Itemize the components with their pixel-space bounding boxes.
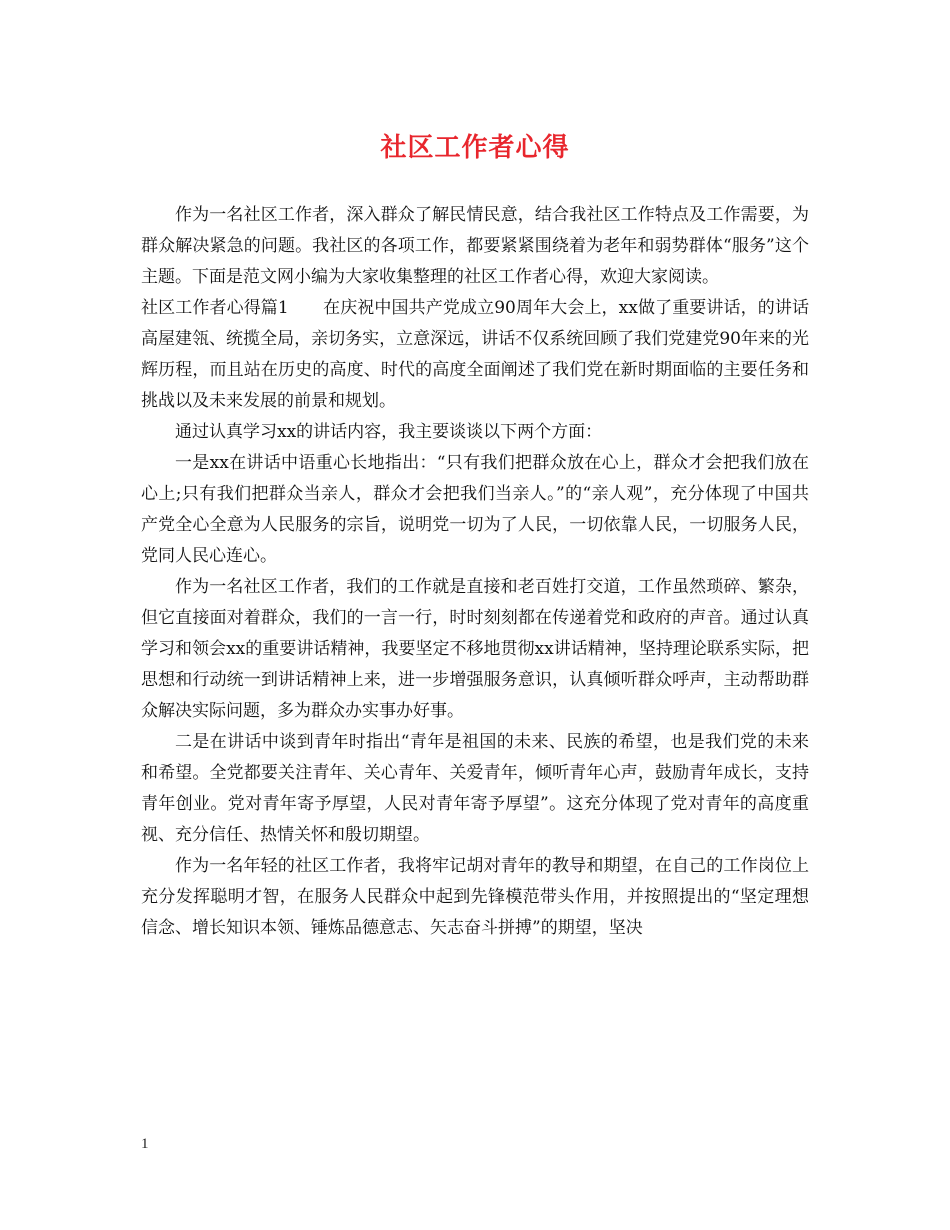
page-number: 1 — [141, 1136, 149, 1152]
paragraph-section-1: 社区工作者心得篇1 在庆祝中国共产党成立90周年大会上，xx做了重要讲话，的讲话高屋建瓴、统揽全局，亲切务实，立意深远，讲话不仅系统回顾了我们党建党90年来的光辉历程，而且站在历史的高度、时代的高度全面阐述了我们党在新时期面临的主要任务和挑战以及未来发展的前景和规划。 — [141, 298, 809, 411]
paragraph-worker: 作为一名社区工作者，我们的工作就是直接和老百姓打交道，工作虽然琐碎、繁杂，但它直接面对着群众，我们的一言一行，时时刻刻都在传递着党和政府的声音。通过认真学习和领会xx的重要讲话精神，我要坚定不移地贯彻xx讲话精神，坚持理论联系实际，把思想和行动统一到讲话精神上来，进一步增强服务意识，认真倾听群众呼声，主动帮助群众解决实际问题，多为群众办实事办好事。 — [141, 577, 809, 721]
document-title: 社区工作者心得 — [380, 133, 570, 163]
document-body — [141, 200, 809, 944]
paragraph-study: 通过认真学习xx的讲话内容，我主要谈谈以下两个方面： — [175, 422, 603, 442]
paragraph-point-one: 一是xx在讲话中语重心长地指出：“只有我们把群众放在心上，群众才会把我们放在心上;只有我们把群众当亲人，群众才会把我们当亲人。”的“亲人观”，充分体现了中国共产党全心全意为人民服务的宗旨，说明党一切为了人民，一切依靠人民，一切服务人民，党同人民心连心。 — [141, 453, 809, 566]
paragraph-intro: 作为一名社区工作者，深入群众了解民情民意，结合我社区工作特点及工作需要，为群众解决紧急的问题。我社区的各项工作，都要紧紧围绕着为老年和弱势群体“服务”这个主题。下面是范文网小编为大家收集整理的社区工作者心得，欢迎大家阅读。 — [141, 205, 809, 287]
paragraph-point-two: 二是在讲话中谈到青年时指出“青年是祖国的未来、民族的希望，也是我们党的未来和希望。全党都要关注青年、关心青年、关爱青年，倾听青年心声，鼓励青年成长，支持青年创业。党对青年寄予厚望，人民对青年寄予厚望”。这充分体现了党对青年的高度重视、充分信任、热情关怀和殷切期望。 — [141, 732, 809, 845]
paragraph-young-worker: 作为一名年轻的社区工作者，我将牢记胡对青年的教导和期望，在自己的工作岗位上充分发挥聪明才智，在服务人民群众中起到先锋模范带头作用，并按照提出的“坚定理想信念、增长知识本领、锤炼品德意志、矢志奋斗拼搏”的期望，坚决 — [141, 856, 809, 938]
